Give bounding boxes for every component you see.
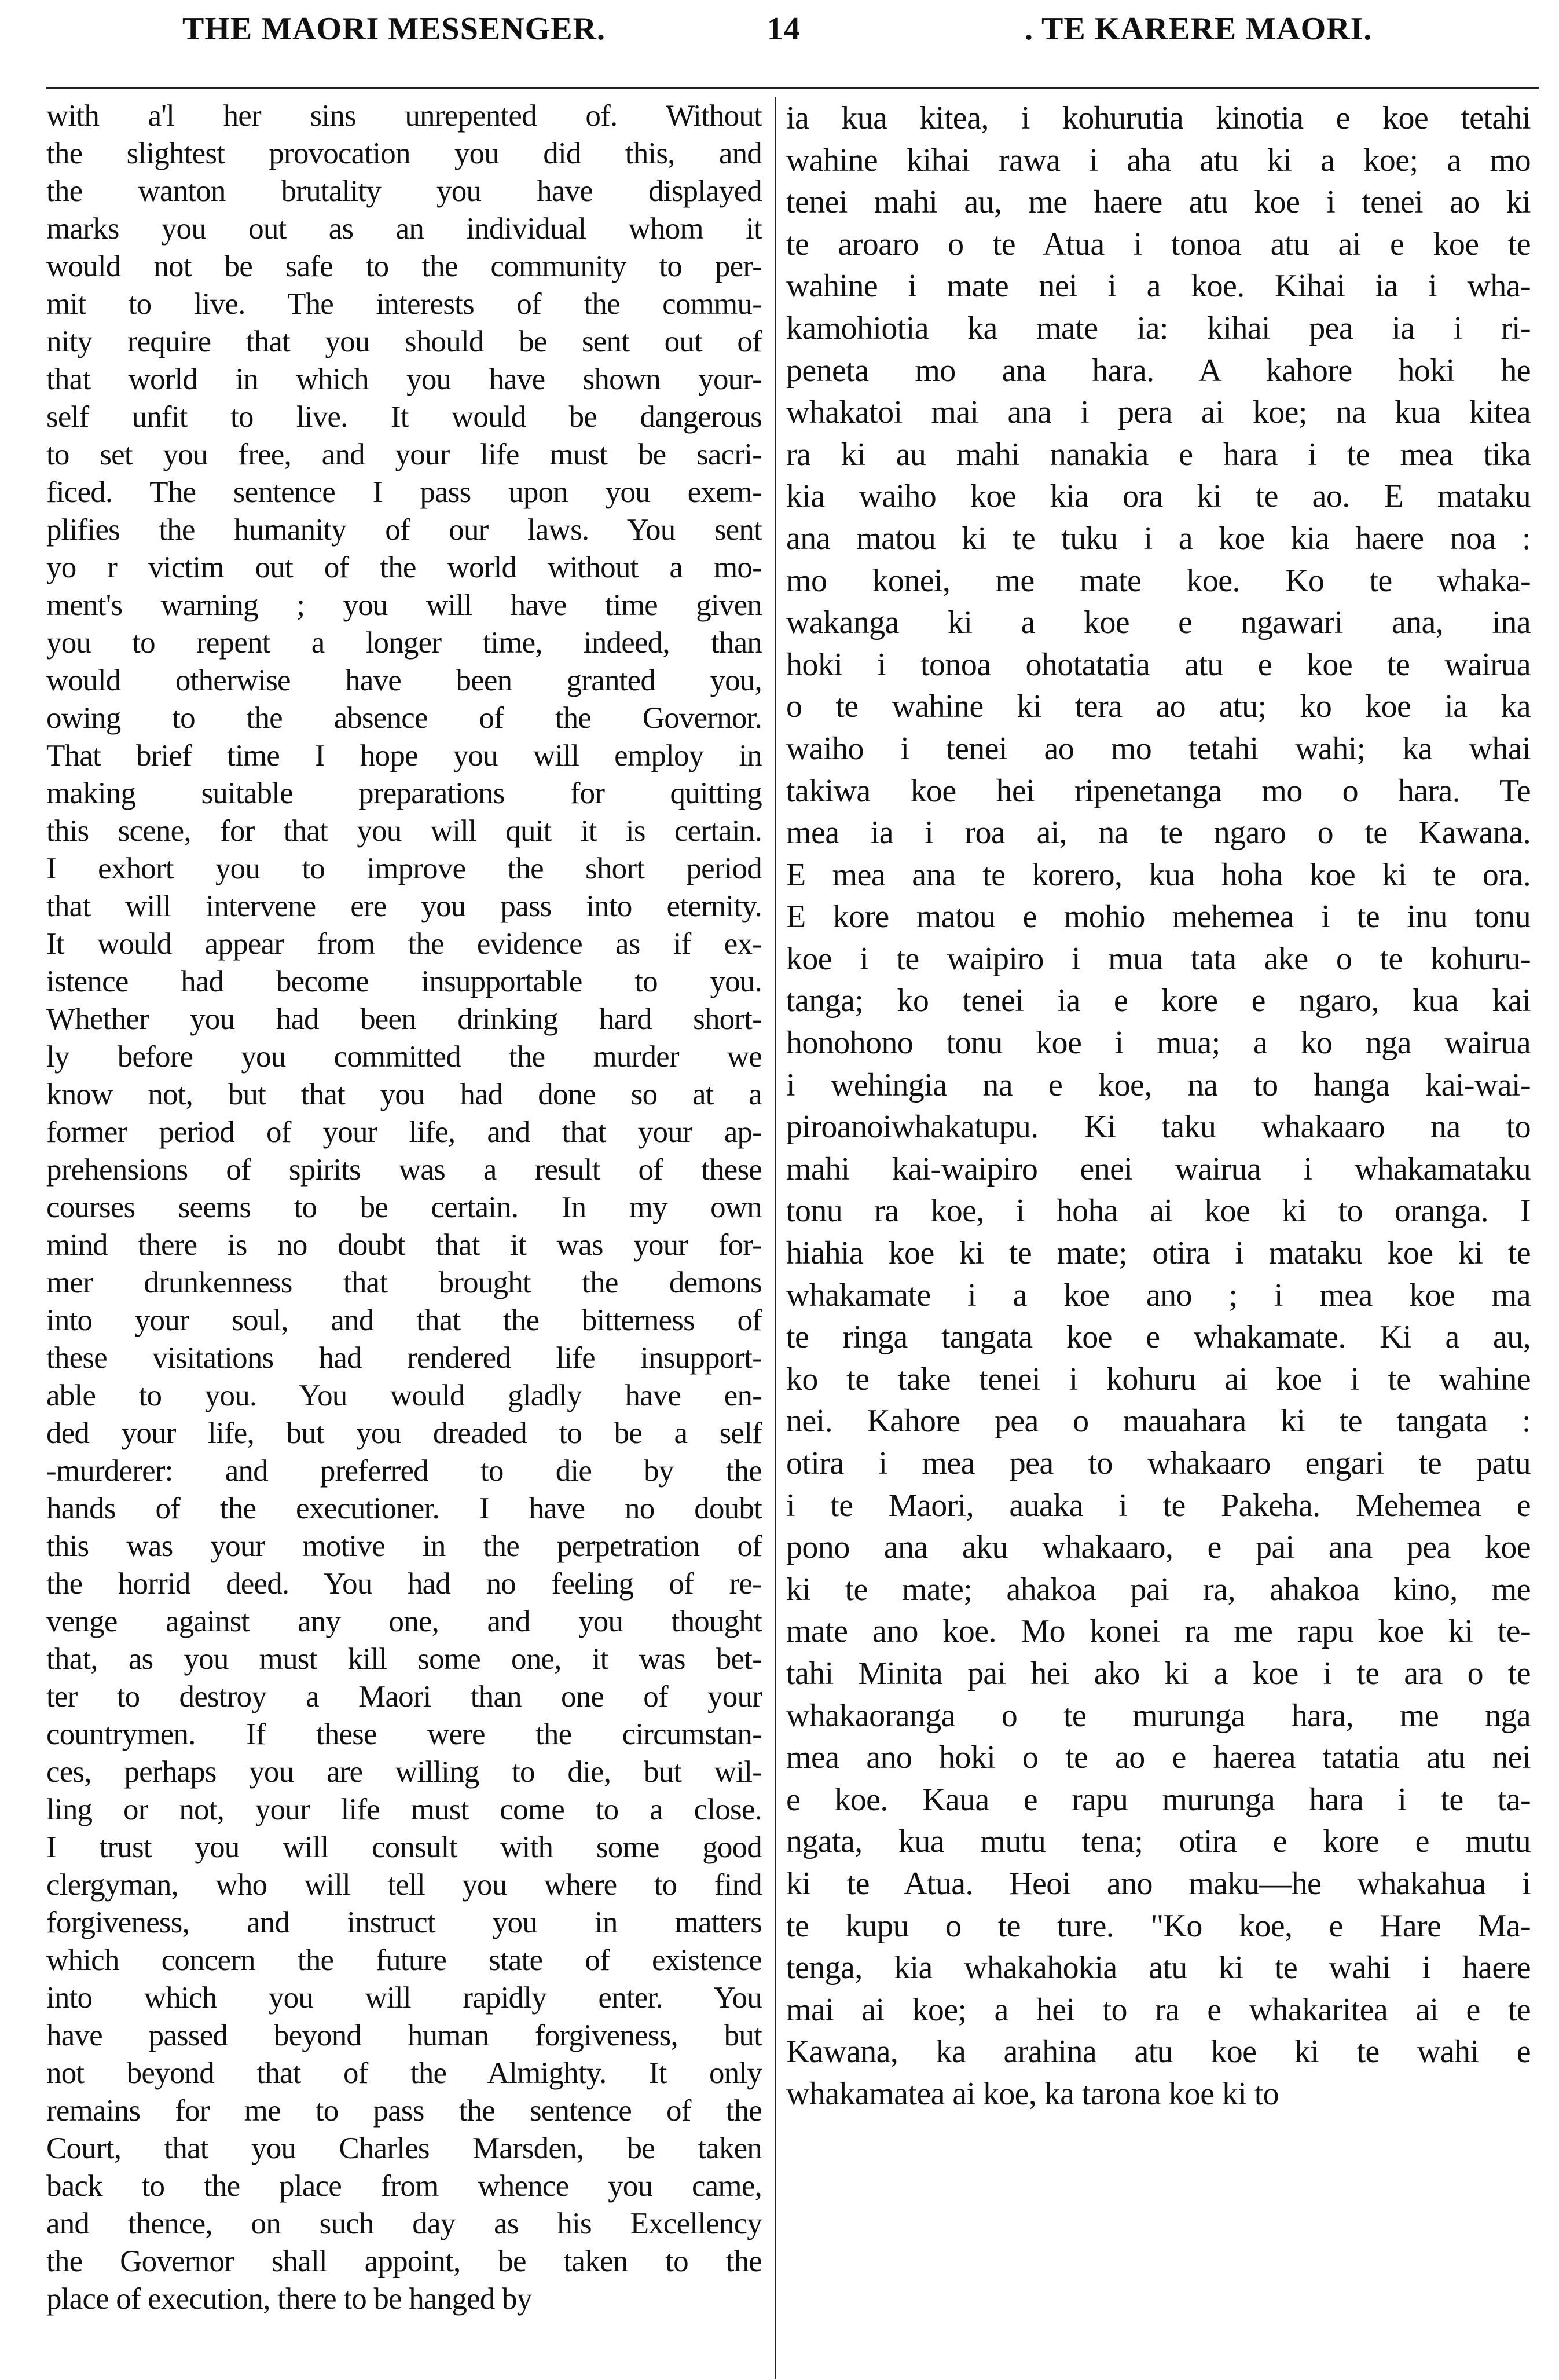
text-line: ki te Atua. Heoi ano maku—he whakahua i [786,1865,1531,1902]
text-line: mai ai koe; a hei to ra e whakaritea ai e te [786,1991,1531,2028]
text-line: ra ki au mahi nanakia e hara i te mea tika [786,436,1531,473]
text-line: clergyman, who will tell you where to find [46,1868,762,1902]
text-line: ngata, kua mutu tena; otira e kore e mutu [786,1824,1531,1860]
text-line: these visitations had rendered life insupport- [46,1341,762,1375]
text-line: ia kua kitea, i kohurutia kinotia e koe tetahi [786,100,1531,136]
text-line: you to repent a longer time, indeed, than [46,626,762,660]
text-line: ded your life, but you dreaded to be a self [46,1416,762,1450]
text-line: wahine kihai rawa i aha atu ki a koe; a mo [786,142,1531,178]
text-line: with a'l her sins unrepented of. Without [46,99,762,133]
text-line: i wehingia na e koe, na to hanga kai-wai- [786,1067,1531,1103]
text-line: nei. Kahore pea o mauahara ki te tangata : [786,1403,1531,1440]
text-line: and thence, on such day as his Excellency [46,2207,762,2240]
text-line: otira i mea pea to whakaaro engari te patu [786,1445,1531,1481]
text-line: owing to the absence of the Governor. [46,701,762,735]
text-line: whakamatea ai koe, ka tarona koe ki to [786,2075,1279,2112]
text-line: te kupu o te ture. "Ko koe, e Hare Ma- [786,1907,1531,1944]
text-line: know not, but that you had done so at a [46,1078,762,1111]
text-line: peneta mo ana hara. A kahore hoki he [786,352,1531,389]
text-line: I trust you will consult with some good [46,1830,762,1864]
header-title-maori: . TE KARERE MAORI. [1025,11,1373,47]
text-line: would not be safe to the community to per- [46,250,762,283]
text-line: o te wahine ki tera ao atu; ko koe ia ka [786,689,1531,725]
text-line: into which you will rapidly enter. You [46,1981,762,2015]
column-divider [775,97,776,2379]
text-line: ment's warning ; you will have time given [46,588,762,622]
text-line: mit to live. The interests of the commu- [46,287,762,321]
text-line: kia waiho koe kia ora ki te ao. E mataku [786,478,1531,515]
text-line: ana matou ki te tuku i a koe kia haere noa : [786,520,1531,556]
text-line: courses seems to be certain. In my own [46,1191,762,1224]
text-line: yo r victim out of the world without a mo- [46,551,762,584]
page-header [35,10,1524,63]
text-line: mea ano hoki o te ao e haerea tatatia atu nei [786,1740,1531,1776]
text-line: E kore matou e mohio mehemea i te inu tonu [786,899,1531,935]
text-line: tenei mahi au, me haere atu koe i tenei ao ki [786,184,1531,221]
text-line: this was your motive in the perpetration of [46,1529,762,1563]
text-line: mo konei, me mate koe. Ko te whaka- [786,562,1531,599]
text-line: koe i te waipiro i mua tata ake o te kohuru- [786,940,1531,977]
text-line: i te Maori, auaka i te Pakeha. Mehemea e [786,1487,1531,1524]
text-line: that will intervene ere you pass into eternity. [46,889,762,923]
text-line: ki te mate; ahakoa pai ra, ahakoa kino, me [786,1571,1531,1608]
text-line: that, as you must kill some one, it was bet- [46,1642,762,1676]
text-line: place of execution, there to be hanged by [46,2282,532,2316]
text-line: remains for me to pass the sentence of the [46,2094,762,2128]
text-line: ter to destroy a Maori than one of your [46,1680,762,1713]
text-line: te aroaro o te Atua i tonoa atu ai e koe te [786,226,1531,262]
text-line: plifies the humanity of our laws. You sent [46,513,762,547]
text-line: ko te take tenei i kohuru ai koe i te wahine [786,1361,1531,1397]
text-line: Court, that you Charles Marsden, be taken [46,2132,762,2165]
text-line: not beyond that of the Almighty. It only [46,2056,762,2090]
text-line: back to the place from whence you came, [46,2169,762,2203]
text-line: kamohiotia ka mate ia: kihai pea ia i ri- [786,310,1531,346]
text-line: whakamate i a koe ano ; i mea koe ma [786,1277,1531,1313]
text-line: making suitable preparations for quitting [46,777,762,810]
text-line: which concern the future state of existence [46,1943,762,1977]
text-line: E mea ana te korero, kua hoha koe ki te ora. [786,856,1531,893]
text-line: into your soul, and that the bitterness of [46,1303,762,1337]
text-line: mate ano koe. Mo konei ra me rapu koe ki te- [786,1613,1531,1650]
text-line: mind there is no doubt that it was your for- [46,1228,762,1262]
text-line: wakanga ki a koe e ngawari ana, ina [786,605,1531,641]
text-line: mea ia i roa ai, na te ngaro o te Kawana. [786,815,1531,851]
text-line: ficed. The sentence I pass upon you exem- [46,475,762,509]
english-column [46,97,762,2318]
text-line: mer drunkenness that brought the demons [46,1266,762,1299]
text-line: the slightest provocation you did this, and [46,137,762,170]
text-line: ling or not, your life must come to a close. [46,1793,762,1826]
text-line: wahine i mate nei i a koe. Kihai ia i wha- [786,268,1531,305]
text-line: tanga; ko tenei ia e kore e ngaro, kua kai [786,983,1531,1019]
text-line: Whether you had been drinking hard short- [46,1002,762,1036]
text-line: honohono tonu koe i mua; a ko nga wairua [786,1025,1531,1061]
text-line: mahi kai-waipiro enei wairua i whakamataku [786,1151,1531,1187]
text-line: whakaoranga o te murunga hara, me nga [786,1697,1531,1734]
text-line: hands of the executioner. I have no doubt [46,1492,762,1525]
text-line: tonu ra koe, i hoha ai koe ki to oranga. I [786,1193,1531,1229]
text-line: to set you free, and your life must be sacri- [46,438,762,471]
text-line: countrymen. If these were the circumstan- [46,1718,762,1751]
text-line: nity require that you should be sent out of [46,325,762,358]
text-line: whakatoi mai ana i pera ai koe; na kua kitea [786,394,1531,431]
text-line: former period of your life, and that your ap- [46,1115,762,1149]
text-line: forgiveness, and instruct you in matters [46,1906,762,1939]
text-line: have passed beyond human forgiveness, but [46,2019,762,2052]
text-line: the horrid deed. You had no feeling of re- [46,1567,762,1601]
text-line: waiho i tenei ao mo tetahi wahi; ka whai [786,730,1531,767]
header-title-english: THE MAORI MESSENGER. [182,11,606,47]
text-line: prehensions of spirits was a result of these [46,1153,762,1187]
text-line: venge against any one, and you thought [46,1605,762,1638]
text-line: te ringa tangata koe e whakamate. Ki a au, [786,1319,1531,1356]
text-line: ly before you committed the murder we [46,1040,762,1074]
text-line: takiwa koe hei ripenetanga mo o hara. Te [786,772,1531,809]
maori-column [786,97,1531,2115]
text-line: -murderer: and preferred to die by the [46,1454,762,1488]
text-line: That brief time I hope you will employ in [46,739,762,772]
text-line: e koe. Kaua e rapu murunga hara i te ta- [786,1781,1531,1818]
page-number: 14 [767,11,801,47]
text-line: would otherwise have been granted you, [46,664,762,697]
text-line: the Governor shall appoint, be taken to the [46,2244,762,2278]
text-line: the wanton brutality you have displayed [46,174,762,208]
text-line: tahi Minita pai hei ako ki a koe i te ara o te [786,1655,1531,1691]
text-line: I exhort you to improve the short period [46,852,762,885]
text-line: hiahia koe ki te mate; otira i mataku koe ki te [786,1235,1531,1272]
text-line: It would appear from the evidence as if ex- [46,927,762,961]
text-line: this scene, for that you will quit it is certain. [46,814,762,848]
text-line: marks you out as an individual whom it [46,212,762,246]
text-line: self unfit to live. It would be dangerous [46,400,762,434]
text-line: Kawana, ka arahina atu koe ki te wahi e [786,2034,1531,2070]
text-line: pono ana aku whakaaro, e pai ana pea koe [786,1529,1531,1566]
text-line: that world in which you have shown your- [46,363,762,396]
text-line: ces, perhaps you are willing to die, but wil- [46,1755,762,1789]
header-rule [46,87,1539,89]
text-line: able to you. You would gladly have en- [46,1379,762,1412]
text-line: hoki i tonoa ohotatatia atu e koe te wairua [786,646,1531,683]
text-line: piroanoiwhakatupu. Ki taku whakaaro na to [786,1109,1531,1145]
text-line: istence had become insupportable to you. [46,965,762,998]
text-line: tenga, kia whakahokia atu ki te wahi i haere [786,1950,1531,1986]
